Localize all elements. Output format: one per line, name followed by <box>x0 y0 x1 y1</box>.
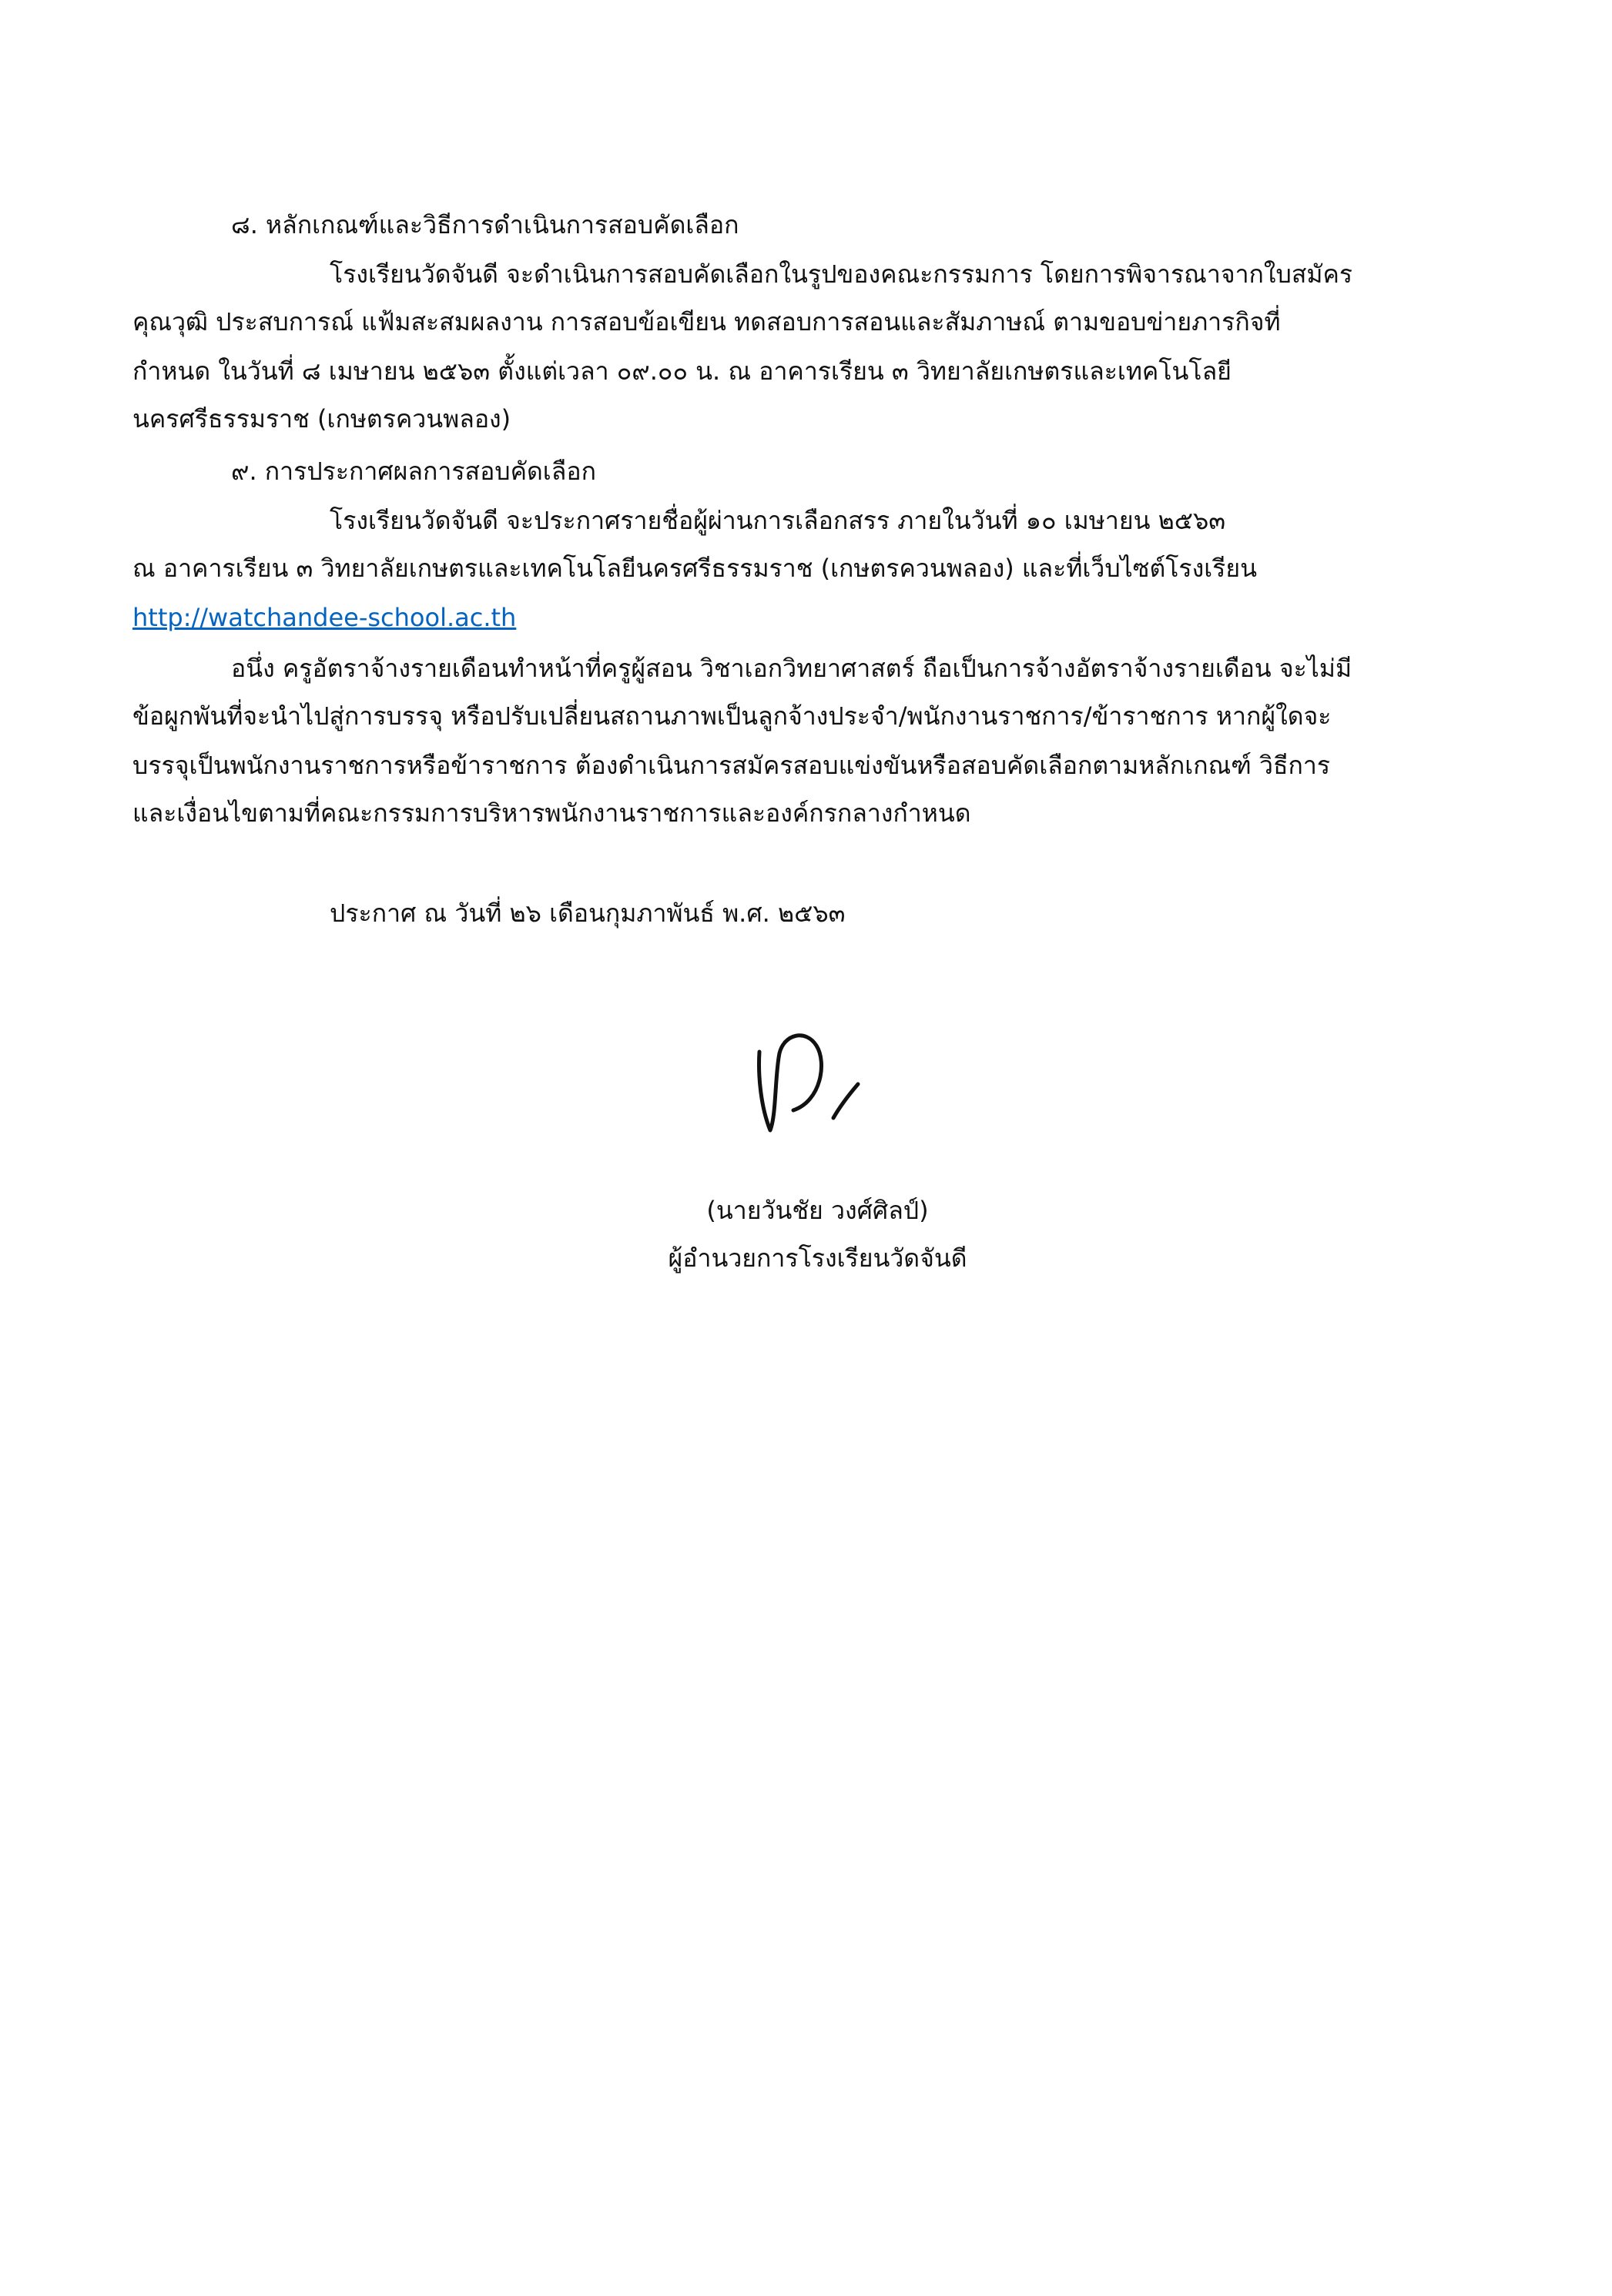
school-website-link[interactable]: http://watchandee-school.ac.th <box>132 603 517 632</box>
note-line-4: และเงื่อนไขตามที่คณะกรรมการบริหารพนักงานราชการและองค์กรกลางกำหนด <box>132 798 971 828</box>
section-8-heading: ๘. หลักเกณฑ์และวิธีการดำเนินการสอบคัดเลือก <box>231 210 739 239</box>
section-9-line-2: ณ อาคารเรียน ๓ วิทยาลัยเกษตรและเทคโนโลยีนครศรีธรรมราช (เกษตรควนพลอง) และที่เว็บไซต์โรงเรียน <box>132 554 1257 583</box>
section-8-line-1: โรงเรียนวัดจันดี จะดำเนินการสอบคัดเลือกในรูปของคณะกรรมการ โดยการพิจารณาจากใบสมัคร <box>330 259 1353 289</box>
section-8-line-2: คุณวุฒิ ประสบการณ์ แฟ้มสะสมผลงาน การสอบข้อเขียน ทดสอบการสอนและสัมภาษณ์ ตามขอบข่ายภารกิจที่ <box>132 307 1281 336</box>
announcement-date: ประกาศ ณ วันที่ ๒๖ เดือนกุมภาพันธ์ พ.ศ. ๒๕๖๓ <box>330 899 846 928</box>
section-8-line-4: นครศรีธรรมราช (เกษตรควนพลอง) <box>132 404 511 433</box>
section-9-line-1: โรงเรียนวัดจันดี จะประกาศรายชื่อผู้ผ่านการเลือกสรร ภายในวันที่ ๑๐ เมษายน ๒๕๖๓ <box>330 506 1226 535</box>
note-line-3: บรรจุเป็นพนักงานราชการหรือข้าราชการ ต้องดำเนินการสมัครสอบแข่งขันหรือสอบคัดเลือกตามหลักเกณฑ์ วิธีการ <box>132 751 1331 780</box>
school-website-line <box>132 602 516 633</box>
signer-name: (นายวันชัย วงศ์ศิลป์) <box>706 1196 929 1225</box>
note-line-2: ข้อผูกพันที่จะนำไปสู่การบรรจุ หรือปรับเปลี่ยนสถานภาพเป็นลูกจ้างประจำ/พนักงานราชการ/ข้าราชการ หากผู้ใดจะ <box>132 701 1332 731</box>
note-line-1: อนึ่ง ครูอัตราจ้างรายเดือนทำหน้าที่ครูผู้สอน วิชาเอกวิทยาศาสตร์ ถือเป็นการจ้างอัตราจ้างรายเดือน จะไม่มี <box>231 654 1352 683</box>
section-9-heading: ๙. การประกาศผลการสอบคัดเลือก <box>231 457 596 486</box>
signer-title: ผู้อำนวยการโรงเรียนวัดจันดี <box>668 1243 967 1273</box>
signature-image <box>730 1015 884 1146</box>
section-8-line-3: กำหนด ในวันที่ ๘ เมษายน ๒๕๖๓ ตั้งแต่เวลา ๐๙.๐๐ น. ณ อาคารเรียน ๓ วิทยาลัยเกษตรและเทคโนโลยี <box>132 356 1232 386</box>
